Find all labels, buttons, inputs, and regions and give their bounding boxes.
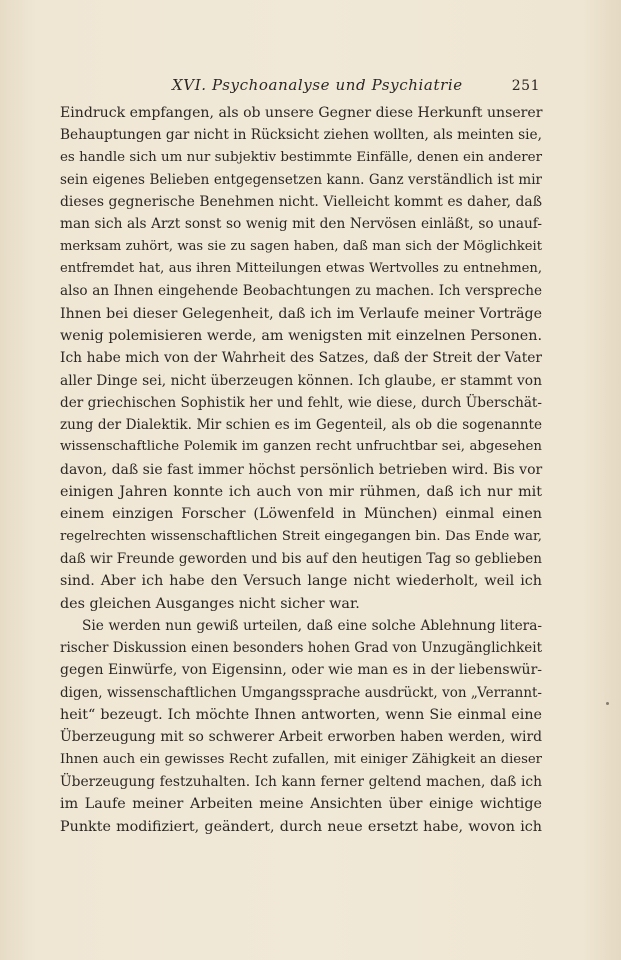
running-title: XVI. Psychoanalyse und Psychiatrie	[172, 76, 463, 94]
text-line: im Laufe meiner Arbeiten meine Ansichten über einige wichtige	[60, 796, 542, 813]
text-line: zung der Dialektik. Mir schien es im Gegenteil, als ob die sogenannte	[60, 417, 542, 434]
text-line: sein eigenes Belieben entgegensetzen kann. Ganz verständlich ist mir	[60, 171, 542, 188]
paragraph-end-line: des gleichen Ausganges nicht sicher war.	[60, 595, 360, 612]
text-line: heit“ bezeugt. Ich möchte Ihnen antworten, wenn Sie einmal eine	[60, 707, 542, 724]
text-line: davon, daß sie fast immer höchst persönlich betrieben wird. Bis vor	[60, 461, 543, 478]
text-line: einem einzigen Forscher (Löwenfeld in München) einmal einen	[60, 506, 542, 523]
text-line: daß wir Freunde geworden und bis auf den heutigen Tag so geblieben	[60, 550, 542, 567]
page-number: 251	[511, 78, 540, 94]
text-line: Eindruck empfangen, als ob unsere Gegner diese Herkunft unserer	[60, 105, 543, 121]
text-line: gegen Einwürfe, von Eigensinn, oder wie man es in der liebenswür-	[60, 662, 542, 679]
text-line: Ihnen bei dieser Gelegenheit, daß ich im Verlaufe meiner Vorträge	[60, 305, 542, 322]
text-line: aller Dinge sei, nicht überzeugen können. Ich glaube, er stammt von	[60, 372, 542, 389]
text-line: dieses gegnerische Benehmen nicht. Vielleicht kommt es daher, daß	[60, 194, 542, 211]
text-line: man sich als Arzt sonst so wenig mit den Nervösen einläßt, so unauf-	[60, 216, 542, 233]
text-line: Überzeugung mit so schwerer Arbeit erworben haben werden, wird	[60, 729, 542, 746]
text-line: einigen Jahren konnte ich auch von mir rühmen, daß ich nur mit	[60, 484, 542, 501]
text-line: rischer Diskussion einen besonders hohen Grad von Unzugänglichkeit	[60, 640, 542, 657]
running-head	[60, 76, 540, 98]
text-line: Behauptungen gar nicht in Rücksicht ziehen wollten, als meinten sie,	[60, 127, 542, 144]
text-line: regelrechten wissenschaftlichen Streit eingegangen bin. Das Ende war,	[60, 528, 542, 544]
text-line: sind. Aber ich habe den Versuch lange nicht wiederholt, weil ich	[60, 573, 542, 590]
body-text	[60, 102, 542, 838]
paragraph-start-line: Sie werden nun gewiß urteilen, daß eine solche Ablehnung litera-	[82, 617, 542, 634]
paper-speck	[606, 702, 609, 705]
text-line: also an Ihnen eingehende Beobachtungen zu machen. Ich verspreche	[60, 283, 542, 300]
text-line: entfremdet hat, aus ihren Mitteilungen etwas Wertvolles zu entnehmen,	[60, 261, 542, 277]
text-line: der griechischen Sophistik her und fehlt, wie diese, durch Überschät-	[60, 394, 542, 411]
text-line: digen, wissenschaftlichen Umgangssprache ausdrückt, von „Verrannt-	[60, 684, 542, 701]
text-line: wissenschaftliche Polemik im ganzen recht unfruchtbar sei, abgesehen	[60, 439, 542, 455]
text-line: es handle sich um nur subjektiv bestimmte Einfälle, denen ein anderer	[60, 149, 542, 165]
text-line: wenig polemisieren werde, am wenigsten mit einzelnen Personen.	[60, 327, 542, 344]
text-line: Überzeugung festzuhalten. Ich kann ferner geltend machen, daß ich	[60, 773, 542, 790]
text-line: merksam zuhört, was sie zu sagen haben, daß man sich der Möglichkeit	[60, 238, 542, 254]
text-line: Punkte modifiziert, geändert, durch neue ersetzt habe, wovon ich	[60, 818, 542, 835]
text-line: Ihnen auch ein gewisses Recht zufallen, mit einiger Zähigkeit an dieser	[60, 751, 542, 767]
text-line: Ich habe mich von der Wahrheit des Satzes, daß der Streit der Vater	[60, 350, 542, 367]
